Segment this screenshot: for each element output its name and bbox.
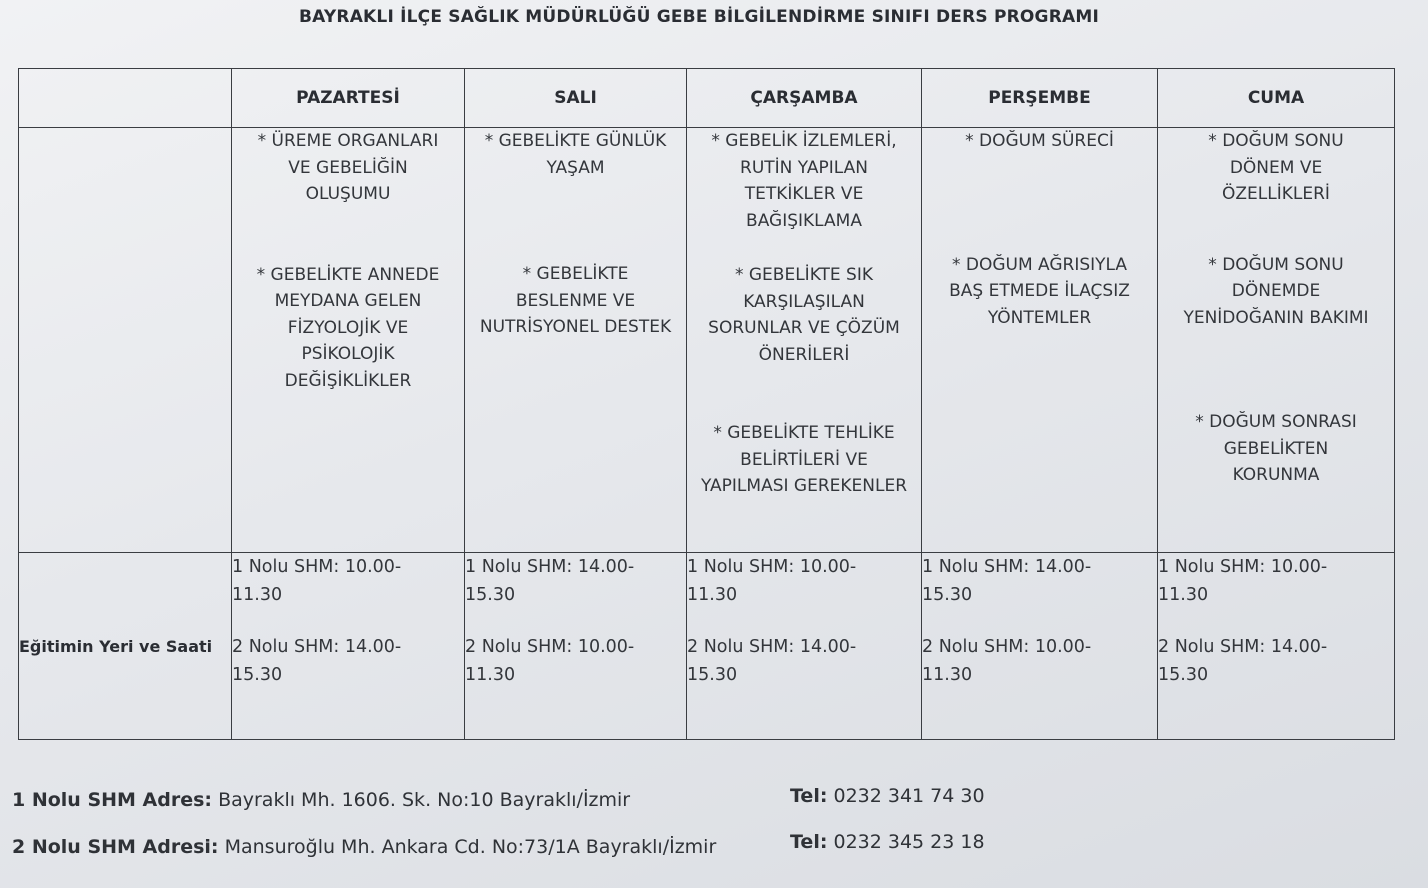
day-header-cuma: CUMA bbox=[1158, 69, 1395, 128]
time-slot: 1 Nolu SHM: 14.00- 15.30 bbox=[465, 557, 635, 605]
address-2 bbox=[12, 836, 716, 858]
topic-item: * DOĞUM SONRASI GEBELİKTEN KORUNMA bbox=[1195, 412, 1357, 485]
time-slot: 1 Nolu SHM: 14.00- 15.30 bbox=[922, 557, 1092, 605]
address-2-value: Mansuroğlu Mh. Ankara Cd. No:73/1A Bayraklı/İzmir bbox=[224, 836, 717, 858]
day-header-persembe: PERŞEMBE bbox=[922, 69, 1158, 128]
topic-item: * GEBELİKTE BESLENME VE NUTRİSYONEL DESTEK bbox=[479, 264, 672, 337]
row-label: Eğitimin Yeri ve Saati bbox=[19, 553, 232, 740]
topic-item: * DOĞUM SONU DÖNEMDE YENİDOĞANIN BAKIMI bbox=[1183, 254, 1369, 328]
topics-carsamba bbox=[687, 128, 922, 553]
tel-1 bbox=[790, 785, 985, 807]
time-slot: 1 Nolu SHM: 10.00- 11.30 bbox=[1158, 557, 1328, 605]
times-row bbox=[19, 553, 1395, 740]
times-pazartesi bbox=[232, 553, 465, 740]
topic-item: * GEBELİK İZLEMLERİ, RUTİN YAPILAN TETKİKLER VE BAĞIŞIKLAMA bbox=[711, 131, 897, 231]
topic-item: * DOĞUM AĞRISIYLA BAŞ ETMEDE İLAÇSIZ YÖNTEMLER bbox=[949, 254, 1130, 328]
day-header-pazartesi: PAZARTESİ bbox=[232, 69, 465, 128]
page-title: BAYRAKLI İLÇE SAĞLIK MÜDÜRLÜĞÜ GEBE BİLGİLENDİRME SINIFI DERS PROGRAMI bbox=[299, 7, 1099, 27]
topics-pazartesi bbox=[232, 128, 465, 553]
topic-item: * GEBELİKTE TEHLİKE BELİRTİLERİ VE YAPILMASI GEREKENLER bbox=[700, 423, 908, 496]
day-header-carsamba: ÇARŞAMBA bbox=[687, 69, 922, 128]
times-persembe bbox=[922, 553, 1158, 740]
header-row bbox=[19, 69, 1395, 128]
topic-item: * DOĞUM SÜRECİ bbox=[965, 131, 1114, 151]
tel-2 bbox=[790, 831, 985, 853]
day-header-sali: SALI bbox=[465, 69, 687, 128]
topics-sali bbox=[465, 128, 687, 553]
tel-1-label: Tel: bbox=[790, 785, 828, 807]
address-1 bbox=[12, 789, 630, 811]
address-1-value: Bayraklı Mh. 1606. Sk. No:10 Bayraklı/İzmir bbox=[218, 789, 631, 811]
address-2-label: 2 Nolu SHM Adresi: bbox=[12, 836, 219, 858]
time-slot: 1 Nolu SHM: 10.00- 11.30 bbox=[232, 557, 402, 605]
schedule-table bbox=[18, 68, 1395, 740]
time-slot: 1 Nolu SHM: 10.00- 11.30 bbox=[687, 557, 857, 605]
topics-row bbox=[19, 128, 1395, 553]
topics-persembe bbox=[922, 128, 1158, 553]
topics-cuma bbox=[1158, 128, 1395, 553]
tel-1-number: 0232 341 74 30 bbox=[833, 785, 985, 807]
topic-item: * GEBELİKTE SIK KARŞILAŞILAN SORUNLAR VE ÇÖZÜM ÖNERİLERİ bbox=[708, 265, 900, 365]
times-sali bbox=[465, 553, 687, 740]
time-slot: 2 Nolu SHM: 14.00- 15.30 bbox=[687, 637, 857, 685]
time-slot: 2 Nolu SHM: 14.00- 15.30 bbox=[1158, 637, 1328, 685]
time-slot: 2 Nolu SHM: 14.00- 15.30 bbox=[232, 637, 402, 685]
topic-item: * GEBELİKTE ANNEDE MEYDANA GELEN FİZYOLOJİK VE PSİKOLOJİK DEĞİŞİKLİKLER bbox=[256, 264, 440, 391]
times-cuma bbox=[1158, 553, 1395, 740]
tel-2-label: Tel: bbox=[790, 831, 828, 853]
time-slot: 2 Nolu SHM: 10.00- 11.30 bbox=[922, 637, 1092, 685]
topic-item: * DOĞUM SONU DÖNEM VE ÖZELLİKLERİ bbox=[1208, 131, 1344, 204]
times-carsamba bbox=[687, 553, 922, 740]
tel-2-number: 0232 345 23 18 bbox=[833, 831, 985, 853]
topics-row-label-cell bbox=[19, 128, 232, 553]
topic-item: * GEBELİKTE GÜNLÜK YAŞAM bbox=[484, 131, 667, 178]
address-1-label: 1 Nolu SHM Adres: bbox=[12, 789, 213, 811]
time-slot: 2 Nolu SHM: 10.00- 11.30 bbox=[465, 637, 635, 685]
topic-item: * ÜREME ORGANLARI VE GEBELİĞİN OLUŞUMU bbox=[257, 131, 439, 204]
corner-cell bbox=[19, 69, 232, 128]
